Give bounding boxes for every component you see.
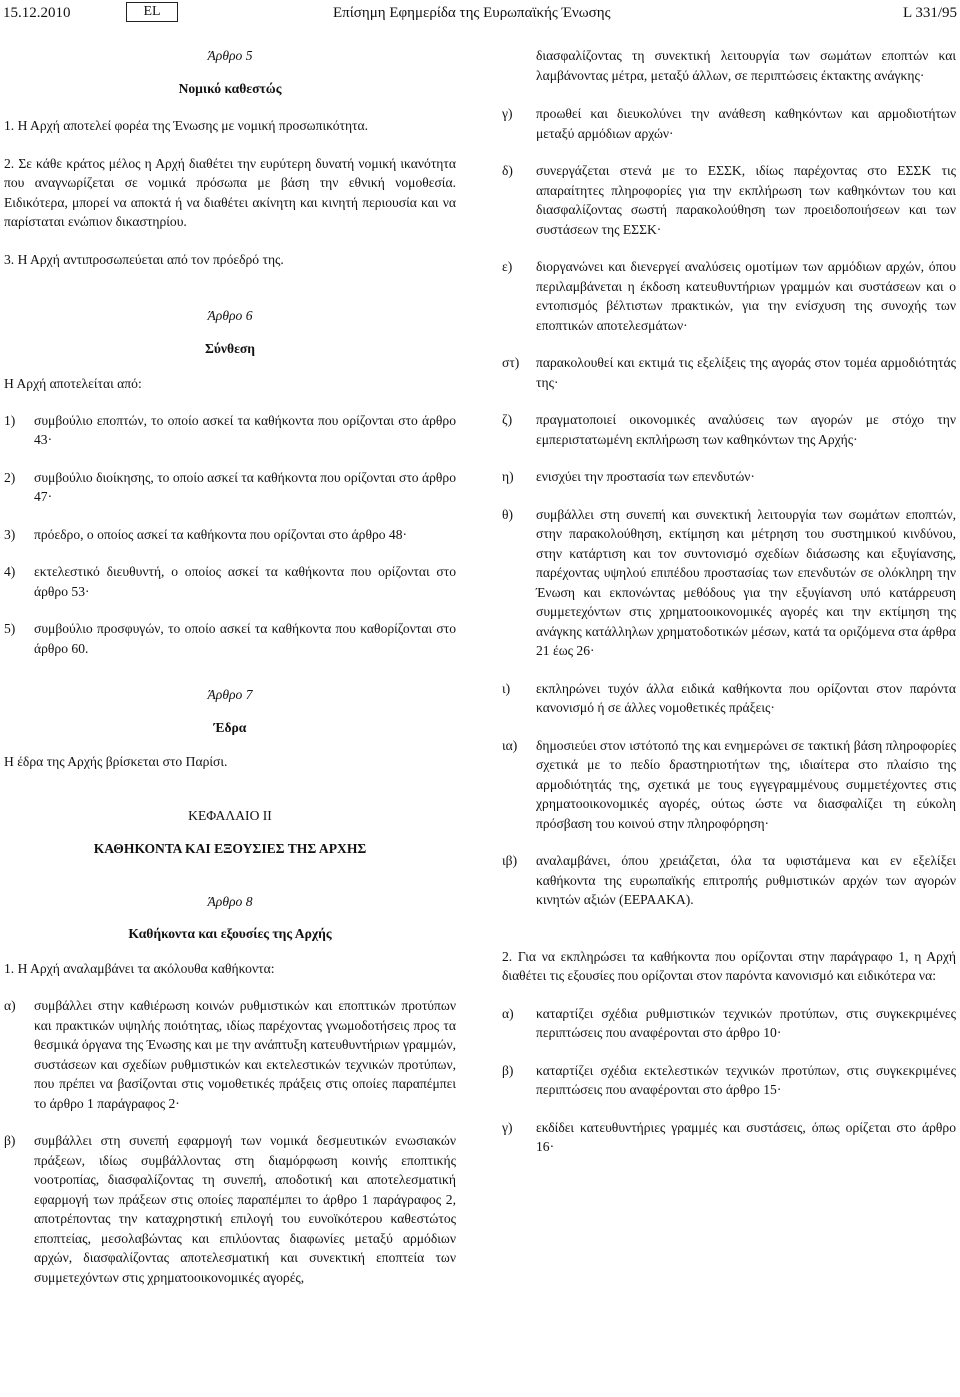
item-number: α): [4, 998, 16, 1013]
item-text: εκτελεστικό διευθυντή, ο οποίος ασκεί τα καθήκοντα που ορίζονται στο άρθρο 53·: [34, 564, 456, 599]
item-number: ια): [502, 737, 518, 753]
list-item: [502, 851, 956, 910]
article-8-number: Άρθρο 8: [207, 893, 253, 909]
article-5-paragraph-3: 3. Η Αρχή αντιπροσωπεύεται από τον πρόεδρό της.: [4, 251, 284, 267]
list-item: [502, 679, 956, 718]
item-text: συμβάλλει στην καθιέρωση κοινών ρυθμιστικών και εποπτικών προτύπων και πρακτικών υψηλής ποιότητας, ιδίως παρέχοντας γνωμοδοτήσεις προς τα θεσμικά όργανα της Ένωσης και με την ανάπτυξη κατευθυντήριων γραμμών, συστάσεων και σχεδίων ρυθμιστικών και εκτελεστικών τεχνικών προτύπων, που πρέπει να βασίζονται στις νομοθετικές πράξεις στις οποίες παραπέμπει το άρθρο 1 παράγραφος 2·: [34, 998, 456, 1111]
article-7-heading: Έδρα: [213, 719, 247, 735]
item-number: α): [502, 1005, 514, 1021]
item-number: 1): [4, 412, 16, 428]
item-text: καταρτίζει σχέδια εκτελεστικών τεχνικών προτύπων, στις συγκεκριμένες περιπτώσεις που αναφέρονται στο άρθρο 15·: [536, 1062, 956, 1097]
list-item: [502, 410, 956, 449]
article-5-heading: Νομικό καθεστώς: [178, 80, 282, 96]
list-item: [4, 411, 456, 450]
item-text: συμβάλλει στη συνεπή εφαρμογή των νομικά δεσμευτικών ενωσιακών πράξεων, ιδίως συμβάλλοντας στη διαμόρφωση κοινής εποπτικής νοοτροπίας, διασφαλίζοντας τη συνεπή, αποδοτική και αποτελεσματική εφαρμογή των πράξεων στις οποίες παραπέμπει το άρθρο 1 παράγραφος 2, αποτρέποντας την καταχρηστική επιλογή του ευνοϊκότερου καθεστώτος εποπτείας, μεσολαβώντας και επιλύοντας διαφωνίες μεταξύ αρμόδιων αρχών, διασφαλίζοντας αποτελεσματική και συνεκτική εποπτεία των συμμετεχόντων στις χρηματοοικονομικές αγορές,: [34, 1133, 456, 1285]
item-text: καταρτίζει σχέδια ρυθμιστικών τεχνικών προτύπων, στις συγκεκριμένες περιπτώσεις που αναφέρονται στο άρθρο 10·: [536, 1005, 956, 1040]
item-number: στ): [502, 355, 520, 370]
item-number: δ): [502, 163, 513, 178]
list-item: [4, 525, 456, 545]
left-column: [4, 40, 456, 1287]
language-badge: EL: [126, 2, 178, 22]
article-6-number: Άρθρο 6: [207, 308, 253, 323]
item-text: διασφαλίζοντας τη συνεκτική λειτουργία των σωμάτων εποπτών και λαμβάνοντας μέτρα, μεταξύ άλλων, σε περιπτώσεις έκτακτης ανάγκης·: [536, 48, 956, 83]
list-item: [502, 1118, 956, 1157]
item-number: 4): [4, 564, 16, 579]
list-item: [502, 161, 956, 239]
item-text: διοργανώνει και διενεργεί αναλύσεις ομοτίμων των αρμόδιων αρχών, όπου περιλαμβάνεται η έκδοση κατευθυντήριων γραμμών και συστάσεων και ο εντοπισμός βέλτιστων πρακτικών, για την ενίσχυση της συνοχής των εποπτικών αποτελεσμάτων·: [536, 259, 956, 333]
chapter-number: ΚΕΦΑΛΑΙΟ II: [188, 807, 272, 823]
item-text: πρόεδρο, ο οποίος ασκεί τα καθήκοντα που ορίζονται στο άρθρο 48·: [34, 526, 408, 542]
list-item: [4, 468, 456, 507]
item-number: β): [4, 1133, 16, 1148]
item-text: συμβούλιο προσφυγών, το οποίο ασκεί τα καθήκοντα που καθορίζονται στο άρθρο 60.: [34, 621, 456, 656]
list-item: [4, 619, 456, 658]
list-item: [502, 353, 956, 392]
list-item: [502, 1004, 956, 1043]
item-number: γ): [502, 106, 513, 121]
publication-date: 15.12.2010: [3, 5, 71, 21]
item-text: πραγματοποιεί οικονομικές αναλύσεις των αγορών με στόχο την εμπεριστατωμένη εκπλήρωση των καθηκόντων της Αρχής·: [536, 412, 956, 447]
article-5-paragraph-2: 2. Σε κάθε κράτος μέλος η Αρχή διαθέτει την ευρύτερη δυνατή νομική ικανότητα που αναγνωρίζεται σε νομικά πρόσωπα με βάση την εθνική νομοθεσία. Ειδικότερα, μπορεί να αποκτά ή να διαθέτει ακίνητη και κινητή περιουσία και να παρίσταται ενώπιον δικαστηρίου.: [4, 155, 456, 229]
article-8-paragraph-2: 2. Για να εκπληρώσει τα καθήκοντα που ορίζονται στην παράγραφο 1, η Αρχή διαθέτει τις εξουσίες που ορίζονται στον παρόντα κανονισμό και ειδικότερα να:: [502, 948, 956, 983]
list-item-continuation: [502, 46, 956, 85]
item-number: ιβ): [502, 853, 518, 868]
article-8-paragraph-1: 1. Η Αρχή αναλαμβάνει τα ακόλουθα καθήκοντα:: [4, 960, 275, 976]
item-number: ι): [502, 680, 511, 696]
list-item: [4, 996, 456, 1113]
article-6-intro: Η Αρχή αποτελείται από:: [4, 376, 142, 391]
page-header: [0, 0, 960, 28]
article-5-number: Άρθρο 5: [207, 48, 253, 63]
list-item: [502, 1061, 956, 1100]
item-text: εκδίδει κατευθυντήριες γραμμές και συστάσεις, όπως ορίζεται στο άρθρο 16·: [536, 1119, 956, 1154]
item-text: συμβούλιο εποπτών, το οποίο ασκεί τα καθήκοντα που ορίζονται στο άρθρο 43·: [34, 412, 456, 447]
item-number: β): [502, 1062, 514, 1078]
item-number: γ): [502, 1119, 513, 1135]
list-item: [4, 562, 456, 601]
item-text: παρακολουθεί και εκτιμά τις εξελίξεις της αγοράς στον τομέα αρμοδιότητάς της·: [536, 355, 956, 390]
item-number: ε): [502, 259, 513, 274]
list-item: [502, 104, 956, 143]
list-item: [502, 505, 956, 661]
item-number-placeholder: [502, 46, 536, 85]
right-column: [502, 40, 956, 1157]
page-reference: L 331/95: [902, 5, 957, 21]
item-text: προωθεί και διευκολύνει την ανάθεση καθηκόντων και αρμοδιοτήτων μεταξύ αρμόδιων αρχών·: [536, 106, 956, 141]
article-5-paragraph-1: 1. Η Αρχή αποτελεί φορέα της Ένωσης με νομική προσωπικότητα.: [4, 118, 369, 133]
list-item: [502, 467, 956, 487]
item-number: 2): [4, 469, 16, 485]
list-item: [4, 1131, 456, 1287]
item-number: θ): [502, 506, 514, 522]
chapter-title: ΚΑΘΗΚΟΝΤΑ ΚΑΙ ΕΞΟΥΣΙΕΣ ΤΗΣ ΑΡΧΗΣ: [93, 841, 367, 856]
item-number: 5): [4, 621, 16, 636]
article-8-heading: Καθήκοντα και εξουσίες της Αρχής: [128, 926, 332, 941]
list-item: [502, 257, 956, 335]
item-number: 3): [4, 526, 16, 542]
item-number: η): [502, 469, 514, 484]
item-number: ζ): [502, 412, 513, 427]
item-text: δημοσιεύει στον ιστότοπό της και ενημερώνει σε τακτική βάση πληροφορίες σχετικά με το πεδίο δραστηριοτήτων της, ιδιαίτερα στο πλαίσιο της αρμοδιότητάς της, σχετικά με τους εγγεγραμμένους συμμετέχοντες στις χρηματοοικονομικές αγορές, ούτως ώστε να διασφαλίζει τη εύκολη πρόσβαση του κοινού στην πληροφόρηση·: [536, 737, 956, 831]
item-text: συνεργάζεται στενά με το ΕΣΣΚ, ιδίως παρέχοντας στο ΕΣΣΚ τις απαραίτητες πληροφορίες για την εκπλήρωση των καθηκόντων του και διασφαλίζοντας σωστή παρακολούθηση των προειδοποιήσεων και των συστάσεων της ΕΣΣΚ·: [536, 163, 956, 237]
item-text: συμβάλλει στη συνεπή και συνεκτική λειτουργία των σωμάτων εποπτών, στην παρακολούθηση, εκτίμηση και μέτρηση του συστημικού κινδύνου, στην κατάρτιση και τον συντονισμό σχεδίων διάσωσης και εξυγίανσης, παρέχοντας υψηλού επιπέδου προστασίας των επενδυτών σε ολόκληρη την Ένωση και εκπονώντας μεθόδους για την εξυγίανση υπό κατάρρευση συμμετεχόντων στις χρηματοοικονομικές αγορές και την εκτίμηση της ανάγκης κατάλληλων χρηματοδοτικών μέσων, κατά τα οριζόμενα στα άρθρα 21 έως 26·: [536, 506, 956, 658]
article-7-text: Η έδρα της Αρχής βρίσκεται στο Παρίσι.: [4, 754, 228, 769]
article-7-number: Άρθρο 7: [207, 687, 253, 702]
article-6-heading: Σύνθεση: [204, 340, 256, 356]
journal-title: Επίσημη Εφημερίδα της Ευρωπαϊκής Ένωσης: [333, 5, 611, 21]
item-text: συμβούλιο διοίκησης, το οποίο ασκεί τα καθήκοντα που ορίζονται στο άρθρο 47·: [34, 469, 456, 504]
item-text: ενισχύει την προστασία των επενδυτών·: [536, 469, 755, 484]
item-text: εκπληρώνει τυχόν άλλα ειδικά καθήκοντα που ορίζονται στον παρόντα κανονισμό ή σε άλλες νομοθετικές πράξεις·: [536, 680, 956, 715]
list-item: [502, 736, 956, 834]
item-text: αναλαμβάνει, όπου χρειάζεται, όλα τα υφιστάμενα και εν εξελίξει καθήκοντα της ευρωπαϊκής επιτροπής ρυθμιστικών αρχών των αγορών κινητών αξιών (ΕΕΡΑΑΚΑ).: [536, 853, 956, 907]
